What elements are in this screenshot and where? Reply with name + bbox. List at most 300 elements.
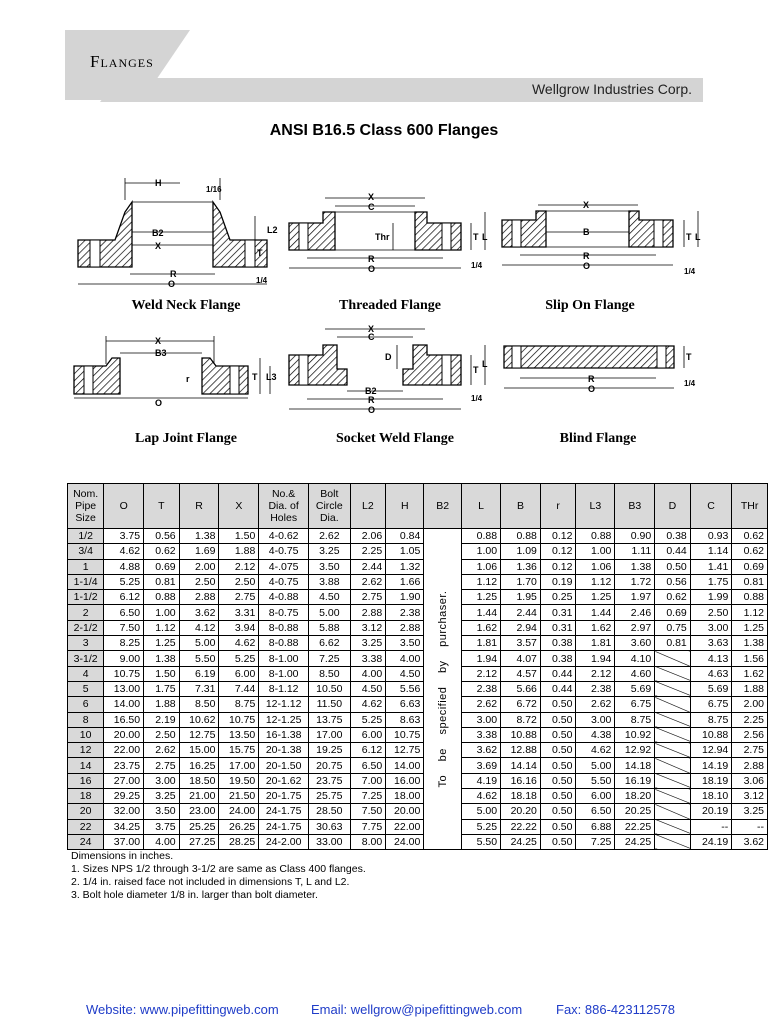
table-cell: 21.00 [179,789,219,804]
table-cell: 6.19 [179,666,219,681]
table-cell: 1.88 [732,681,768,696]
table-cell: 12.75 [386,743,424,758]
table-cell: 4.88 [104,559,144,574]
table-cell: 1.36 [501,559,541,574]
table-cell: 4.00 [350,666,386,681]
table-cell: 18.20 [615,789,655,804]
table-cell: 6.63 [386,697,424,712]
table-cell: 4.50 [350,681,386,696]
table-cell: 5.56 [386,681,424,696]
note-units: Dimensions in inches. [71,850,174,862]
table-cell: 8.25 [104,636,144,651]
row-size-cell: 24 [68,834,104,849]
column-header: Bolt Circle Dia. [309,484,351,529]
table-cell: 3.88 [309,574,351,589]
table-cell: 0.31 [540,605,576,620]
table-cell: 1.44 [576,605,615,620]
table-cell-empty [655,804,691,819]
svg-text:D: D [385,352,392,362]
table-cell: 24.00 [386,834,424,849]
table-cell: 2.44 [501,605,541,620]
row-size-cell: 12 [68,743,104,758]
table-cell: 4.62 [462,789,501,804]
column-header: H [386,484,424,529]
table-cell: 7.25 [350,789,386,804]
table-cell: 4.50 [386,666,424,681]
note-3: 3. Bolt hole diameter 1/8 in. larger than bolt diameter. [71,889,318,901]
table-cell: 3.75 [144,819,180,834]
table-cell: 3.12 [732,789,768,804]
table-cell: 1.94 [462,651,501,666]
table-cell: 1.81 [462,636,501,651]
table-cell: 8.75 [615,712,655,727]
table-cell: 2.00 [179,559,219,574]
table-cell: 2.62 [309,529,351,544]
table-cell: 2.75 [732,743,768,758]
row-size-cell: 3-1/2 [68,651,104,666]
table-row [68,697,768,712]
table-cell: -- [690,819,732,834]
table-cell: 2.38 [386,605,424,620]
table-cell: 1.12 [732,605,768,620]
svg-text:T: T [473,365,479,375]
table-cell-empty [655,681,691,696]
threaded-flange-drawing [285,188,490,283]
table-cell: 12-1.12 [259,697,309,712]
table-row [68,712,768,727]
table-cell: 3.63 [690,636,732,651]
table-cell: 3.62 [179,605,219,620]
caption-slip-on: Slip On Flange [545,298,635,313]
table-cell: 1.81 [576,636,615,651]
table-cell: 1.56 [732,651,768,666]
svg-text:X: X [155,336,162,346]
table-cell: 4.00 [386,651,424,666]
table-cell: 2.62 [576,697,615,712]
table-cell: 5.25 [462,819,501,834]
table-row [68,590,768,605]
row-size-cell: 3/4 [68,544,104,559]
table-row [68,743,768,758]
table-cell: 2.62 [462,697,501,712]
table-cell: 0.81 [655,636,691,651]
table-cell: 0.44 [540,666,576,681]
slip-on-flange-drawing [498,195,703,285]
table-cell: 0.12 [540,529,576,544]
table-cell: 2.25 [732,712,768,727]
table-cell: 7.75 [350,819,386,834]
column-header: C [690,484,732,529]
table-cell: 1.12 [144,620,180,635]
table-cell: 1.69 [179,544,219,559]
table-cell: 6.50 [576,804,615,819]
table-cell: 0.50 [540,743,576,758]
table-cell: 1.25 [144,636,180,651]
table-cell: 14.00 [386,758,424,773]
column-header: B [501,484,541,529]
table-cell: -- [732,819,768,834]
caption-socket-weld: Socket Weld Flange [336,431,454,446]
table-row [68,620,768,635]
table-cell: 1.44 [462,605,501,620]
table-cell: 2.38 [462,681,501,696]
svg-text:L: L [482,359,488,369]
table-cell: 6.00 [219,666,259,681]
table-cell-empty [655,789,691,804]
table-cell: 16-1.38 [259,727,309,742]
table-cell: 0.50 [540,758,576,773]
table-cell: 2.12 [576,666,615,681]
table-cell: 5.88 [309,620,351,635]
svg-text:B: B [583,227,590,237]
table-cell: 2.25 [350,544,386,559]
table-cell: 8-0.75 [259,605,309,620]
svg-text:C: C [368,332,375,342]
table-cell: 16.25 [179,758,219,773]
table-cell: 14.00 [104,697,144,712]
column-header: L3 [576,484,615,529]
table-cell: 16.00 [386,773,424,788]
caption-threaded: Threaded Flange [338,298,442,313]
table-cell: 8-0.88 [259,636,309,651]
table-cell: 1.38 [615,559,655,574]
note-2: 2. 1/4 in. raised face not included in dimensions T, L and L2. [71,876,350,888]
table-cell: 5.69 [690,681,732,696]
table-cell: 20.25 [615,804,655,819]
table-cell: 0.50 [540,804,576,819]
svg-text:1/4: 1/4 [471,394,483,403]
table-cell: 0.50 [540,697,576,712]
table-cell: 2.50 [179,574,219,589]
table-cell: 7.25 [576,834,615,849]
note-1: 1. Sizes NPS 1/2 through 3-1/2 are same as Class 400 flanges. [71,863,366,875]
table-cell: 3.62 [732,834,768,849]
table-cell: 1.00 [576,544,615,559]
table-cell: 3.31 [219,605,259,620]
table-cell: 5.69 [615,681,655,696]
column-header: Nom. Pipe Size [68,484,104,529]
svg-text:O: O [583,261,591,271]
table-cell: 12.92 [615,743,655,758]
table-cell: 8.50 [179,697,219,712]
table-cell: 20-1.75 [259,789,309,804]
table-cell: 12.88 [501,743,541,758]
table-cell: 37.00 [104,834,144,849]
table-row [68,819,768,834]
table-cell: 2.97 [615,620,655,635]
row-size-cell: 1-1/4 [68,574,104,589]
table-cell: 27.25 [179,834,219,849]
svg-text:B2: B2 [152,228,164,238]
column-header: L [462,484,501,529]
table-cell: 12.94 [690,743,732,758]
table-cell: 3.12 [350,620,386,635]
table-cell: 1.94 [576,651,615,666]
table-cell: 24.25 [501,834,541,849]
svg-text:T: T [257,248,263,258]
table-cell: 10.75 [104,666,144,681]
table-row [68,758,768,773]
table-cell: 16.16 [501,773,541,788]
table-cell: 0.38 [540,636,576,651]
table-cell: 4.63 [690,666,732,681]
table-cell: 11.50 [309,697,351,712]
column-header: No.& Dia. of Holes [259,484,309,529]
row-size-cell: 10 [68,727,104,742]
table-cell-empty [655,712,691,727]
svg-text:L: L [695,232,701,242]
table-cell: 6.75 [690,697,732,712]
table-cell: 7.50 [104,620,144,635]
svg-text:L2: L2 [267,225,278,235]
table-cell: 2.62 [144,743,180,758]
table-cell: 1.62 [462,620,501,635]
table-cell: 12.75 [179,727,219,742]
table-cell: 0.38 [540,651,576,666]
table-cell: 20.75 [309,758,351,773]
svg-text:T: T [473,232,479,242]
table-cell: 1.11 [615,544,655,559]
table-cell: 0.44 [655,544,691,559]
table-cell: 4.12 [179,620,219,635]
table-cell: 17.00 [309,727,351,742]
table-cell: 19.25 [309,743,351,758]
table-cell: 4.62 [576,743,615,758]
svg-text:X: X [155,241,162,251]
table-cell: 0.69 [732,559,768,574]
table-cell: 0.50 [540,773,576,788]
column-header: D [655,484,691,529]
section-title: Flanges [90,52,154,71]
table-cell: 1.75 [144,681,180,696]
table-cell: 14.18 [615,758,655,773]
table-row [68,544,768,559]
table-cell: 18.10 [690,789,732,804]
table-cell-empty [655,697,691,712]
table-cell: 4.10 [615,651,655,666]
svg-text:R: R [368,254,375,264]
table-cell: 14.19 [690,758,732,773]
table-cell: 20.20 [501,804,541,819]
table-cell: 7.25 [309,651,351,666]
table-cell: 1.38 [179,529,219,544]
table-cell: 5.25 [350,712,386,727]
table-cell: 3.50 [144,804,180,819]
row-size-cell: 20 [68,804,104,819]
table-cell: 4.00 [144,834,180,849]
table-cell: 2.50 [219,574,259,589]
table-cell: 1.75 [690,574,732,589]
table-cell: 1.90 [386,590,424,605]
table-cell: 3.25 [144,789,180,804]
svg-text:T: T [686,232,692,242]
table-cell: 2.88 [732,758,768,773]
table-cell: 2.19 [144,712,180,727]
table-cell-empty [655,743,691,758]
row-size-cell: 18 [68,789,104,804]
table-cell: 18.18 [501,789,541,804]
table-cell: 3.94 [219,620,259,635]
table-cell: 2.46 [615,605,655,620]
table-row [68,789,768,804]
table-cell: 5.25 [104,574,144,589]
table-cell: 25.75 [309,789,351,804]
table-cell: 18.00 [386,789,424,804]
table-cell: 3.50 [386,636,424,651]
row-size-cell: 16 [68,773,104,788]
table-cell: 0.50 [540,727,576,742]
table-cell: 0.81 [732,574,768,589]
table-row [68,651,768,666]
table-cell: 1.88 [219,544,259,559]
table-cell: 26.25 [219,819,259,834]
svg-text:B3: B3 [155,348,167,358]
table-cell: 1.06 [462,559,501,574]
table-cell: 3.50 [309,559,351,574]
row-size-cell: 2-1/2 [68,620,104,635]
table-cell: 3.57 [501,636,541,651]
table-cell: 0.62 [655,590,691,605]
table-cell: 1.06 [576,559,615,574]
lap-joint-flange-drawing [70,328,280,408]
table-cell: 3.60 [615,636,655,651]
table-cell: 27.00 [104,773,144,788]
table-cell: 18.50 [179,773,219,788]
table-cell: 23.00 [179,804,219,819]
table-cell: 22.22 [501,819,541,834]
table-cell: 1.95 [501,590,541,605]
footer-email[interactable]: Email: wellgrow@pipefittingweb.com [311,1002,523,1017]
b2-note-text: To be specified by purchaser. [436,590,449,788]
table-cell: 0.62 [732,529,768,544]
table-cell: 10.88 [501,727,541,742]
row-size-cell: 14 [68,758,104,773]
table-cell: 0.25 [540,590,576,605]
row-size-cell: 3 [68,636,104,651]
table-cell: 0.93 [690,529,732,544]
svg-text:O: O [168,279,176,289]
table-cell: 10.75 [386,727,424,742]
footer-website[interactable]: Website: www.pipefittingweb.com [86,1002,279,1017]
row-size-cell: 1/2 [68,529,104,544]
table-cell: 3.00 [576,712,615,727]
table-cell: 2.06 [350,529,386,544]
table-cell: 0.50 [540,834,576,849]
table-cell: 20.00 [104,727,144,742]
column-header: R [179,484,219,529]
row-size-cell: 5 [68,681,104,696]
table-cell: 5.00 [576,758,615,773]
table-row [68,681,768,696]
table-row [68,666,768,681]
table-cell: 5.50 [462,834,501,849]
table-cell: 30.63 [309,819,351,834]
table-cell: 3.62 [462,743,501,758]
table-cell-empty [655,651,691,666]
table-cell: 4-0.75 [259,574,309,589]
table-cell: 33.00 [309,834,351,849]
table-cell: 2.62 [350,574,386,589]
table-cell: 20-1.62 [259,773,309,788]
table-cell: 0.56 [655,574,691,589]
table-cell: 1.12 [576,574,615,589]
table-cell: 3.25 [350,636,386,651]
table-cell: 1.50 [144,666,180,681]
socket-weld-flange-drawing [285,323,490,418]
svg-text:1/4: 1/4 [684,379,696,388]
table-cell: 7.50 [350,804,386,819]
table-cell: 6.12 [350,743,386,758]
table-cell: 18.19 [690,773,732,788]
table-cell: 23.75 [104,758,144,773]
table-cell: 7.44 [219,681,259,696]
table-cell: 0.50 [540,819,576,834]
table-cell: 17.00 [219,758,259,773]
table-cell: 5.50 [179,651,219,666]
dimension-table [67,483,768,850]
table-cell: 28.50 [309,804,351,819]
table-cell: 1.25 [462,590,501,605]
table-cell: 0.88 [501,529,541,544]
table-cell: 8-1.00 [259,666,309,681]
column-header: T [144,484,180,529]
table-cell: 6.75 [615,697,655,712]
row-size-cell: 1-1/2 [68,590,104,605]
table-cell: 20-1.50 [259,758,309,773]
table-cell: 1.38 [144,651,180,666]
table-cell: 4.19 [462,773,501,788]
table-cell: 1.38 [732,636,768,651]
column-header: B3 [615,484,655,529]
table-cell: 2.75 [144,758,180,773]
svg-text:R: R [588,374,595,384]
table-cell: 3.69 [462,758,501,773]
table-cell: 1.25 [576,590,615,605]
table-cell: 1.25 [732,620,768,635]
table-cell: 3.00 [690,620,732,635]
table-cell: 0.75 [655,620,691,635]
table-cell: 20.00 [386,804,424,819]
table-cell: 10.92 [615,727,655,742]
table-cell: 1.62 [576,620,615,635]
table-cell: 0.81 [144,574,180,589]
table-cell: 25.25 [179,819,219,834]
table-cell: 1.99 [690,590,732,605]
table-cell: 8.75 [690,712,732,727]
table-cell: 1.14 [690,544,732,559]
table-cell: 24.00 [219,804,259,819]
footer-fax: Fax: 886-423112578 [556,1002,676,1017]
table-cell: 4.62 [104,544,144,559]
weld-neck-flange-drawing [70,170,278,295]
row-size-cell: 6 [68,697,104,712]
table-cell: 6.50 [350,758,386,773]
table-cell: 32.00 [104,804,144,819]
svg-text:T: T [686,352,692,362]
table-cell: 4.57 [501,666,541,681]
table-cell: 0.38 [655,529,691,544]
table-cell: 1.70 [501,574,541,589]
table-cell: 4.07 [501,651,541,666]
table-body [68,529,768,850]
table-cell: 4.60 [615,666,655,681]
svg-text:O: O [155,398,163,408]
table-cell: 7.00 [350,773,386,788]
table-cell: 28.25 [219,834,259,849]
table-cell: 3.38 [350,651,386,666]
svg-text:1/16: 1/16 [206,185,222,194]
table-cell: 8.50 [309,666,351,681]
